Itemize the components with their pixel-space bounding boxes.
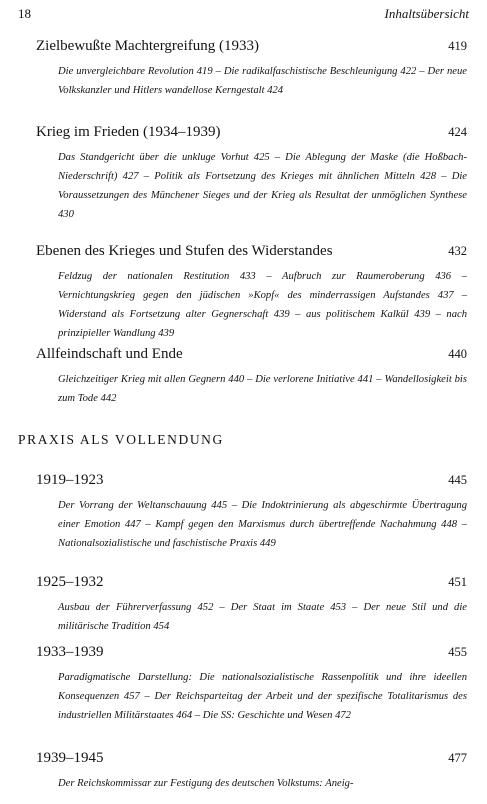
entry-title: Krieg im Frieden (1934–1939)	[36, 124, 221, 140]
running-title: Inhaltsübersicht	[384, 6, 469, 21]
entry-title: Ebenen des Krieges und Stufen des Widerstandes	[36, 243, 333, 259]
entry-description: Der Reichskommissar zur Festigung des deutschen Volkstums: Aneig-	[58, 778, 354, 789]
entry-description: Die unvergleichbare Revolution 419 – Die radikalfaschistische Beschleunigung 422 – Der neue Volkskanzler und Hitlers wandellose Kerngestalt 424	[58, 66, 467, 96]
page-header	[18, 6, 469, 28]
entry-page-number: 419	[448, 39, 467, 53]
entry-title: 1925–1932	[36, 574, 104, 590]
entry-page-number: 455	[448, 645, 467, 659]
entry-title: 1919–1923	[36, 472, 104, 488]
entry-title: 1939–1945	[36, 750, 104, 766]
entry-title: Zielbewußte Machtergreifung (1933)	[36, 38, 259, 54]
entry-description: Ausbau der Führerverfassung 452 – Der Staat im Staate 453 – Der neue Stil und die militärische Tradition 454	[58, 602, 467, 632]
entry-description: Das Standgericht über die unkluge Vorhut 425 – Die Ablegung der Maske (die Hoßbach-Niederschrift) 427 – Politik als Fortsetzung des Krieges mit ähnlichen Mitteln 428 – Die Voraussetzungen des Münchener Sieges und der Krieg als Resultat der unmöglichen Synthese 430	[58, 152, 467, 220]
entry-description: Der Vorrang der Weltanschauung 445 – Die Indoktrinierung als abgeschirmte Übertragung einer Emotion 447 – Kampf gegen den Marxismus durch übertreffende Nachahmung 448 – Nationalsozialistische und faschistische Praxis 449	[58, 500, 467, 549]
entry-description: Paradigmatische Darstellung: Die nationalsozialistische Rassenpolitik und ihre ideellen Konsequenzen 457 – Der Reichsparteitag der Arbeit und der spezifische Totalitarismus des industriellen Militärstaates 464 – Die SS: Geschichte und Wesen 472	[58, 672, 467, 721]
entry-page-number: 445	[448, 473, 467, 487]
entry-title: 1933–1939	[36, 644, 104, 660]
section-heading: PRAXIS ALS VOLLENDUNG	[18, 432, 224, 447]
entry-page-number: 432	[448, 244, 467, 258]
entry-description: Feldzug der nationalen Restitution 433 – Aufbruch zur Raumeroberung 436 – Vernichtungskrieg gegen den jüdischen »Kopf« des minderrassigen Aufstandes 437 – Widerstand als Fortsetzung alter Gegnerschaft 439 – aus politischem Kalkül 439 – nach prinzipieller Wandlung 439	[58, 271, 467, 339]
entry-title: Allfeindschaft und Ende	[36, 346, 183, 362]
entry-page-number: 440	[448, 347, 467, 361]
entry-description: Gleichzeitiger Krieg mit allen Gegnern 440 – Die verlorene Initiative 441 – Wandellosigkeit bis zum Tode 442	[58, 374, 467, 404]
entry-page-number: 424	[448, 125, 467, 139]
page-number: 18	[18, 6, 31, 21]
entry-page-number: 451	[448, 575, 467, 589]
entry-page-number: 477	[448, 751, 467, 765]
